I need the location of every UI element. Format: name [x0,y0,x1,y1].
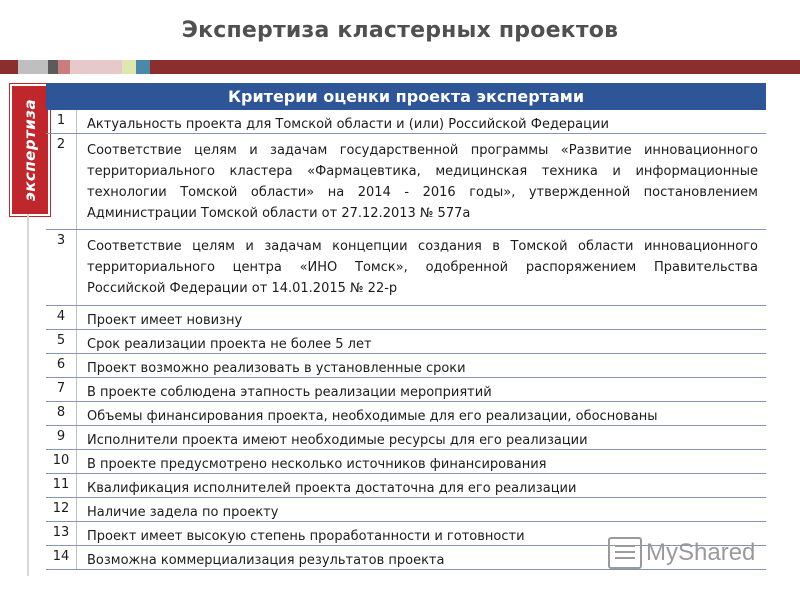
criteria-row [46,110,766,134]
criteria-text: Исполнители проекта имеют необходимые ресурсы для его реализации [87,433,588,448]
criteria-number: 9 [46,426,77,449]
criteria-row [46,230,766,306]
side-divider [27,214,29,576]
criteria-number: 8 [46,402,77,425]
criteria-text: В проекте предусмотрено несколько источников финансирования [87,457,547,472]
criteria-text: Квалификация исполнителей проекта достаточна для его реализации [87,481,577,496]
criteria-row [46,134,766,230]
stripe-segment [18,60,48,74]
stripe-segment [48,60,58,74]
watermark [608,537,755,569]
criteria-number: 1 [46,110,77,133]
criteria-row [46,330,766,354]
side-tab [10,84,50,216]
criteria-number: 7 [46,378,77,401]
presentation-icon [608,537,642,569]
decorative-stripe [0,60,800,74]
criteria-text: В проекте соблюдена этапность реализации мероприятий [87,385,492,400]
stripe-segment [136,60,150,74]
criteria-text: Объемы финансирования проекта, необходимые для его реализации, обоснованы [87,409,658,424]
stripe-segment [70,60,122,74]
criteria-text: Наличие задела по проекту [87,505,279,520]
criteria-number: 13 [46,522,77,545]
criteria-text: Возможна коммерциализация результатов проекта [87,553,445,568]
criteria-text: Проект возможно реализовать в установленные сроки [87,361,466,376]
criteria-number: 6 [46,354,77,377]
criteria-row [46,378,766,402]
criteria-rows [46,110,766,570]
criteria-row [46,474,766,498]
criteria-text: Срок реализации проекта не более 5 лет [87,337,372,352]
side-tab-label: экспертиза [21,98,39,202]
criteria-number: 11 [46,474,77,497]
criteria-number: 12 [46,498,77,521]
criteria-text: Проект имеет новизну [87,313,243,328]
criteria-number: 5 [46,330,77,353]
criteria-text: Соответствие целям и задачам концепции создания в Томской области инновационного территориального центра «ИНО Томск», одобренной распоряжением Правительства Российской Федерации от 14.01.2015 № 22-р [87,239,758,296]
criteria-row [46,450,766,474]
criteria-number: 4 [46,306,77,329]
criteria-row [46,426,766,450]
criteria-number: 10 [46,450,77,473]
criteria-table [46,83,766,570]
criteria-row [46,354,766,378]
criteria-header: Критерии оценки проекта экспертами [46,83,766,110]
criteria-row [46,306,766,330]
criteria-row [46,402,766,426]
criteria-number: 14 [46,546,77,569]
stripe-segment [150,60,800,74]
stripe-segment [122,60,136,74]
watermark-text: MyShared [646,539,756,566]
page-title: Экспертиза кластерных проектов [181,18,619,43]
criteria-text: Соответствие целям и задачам государственной программы «Развитие инновационного территориального кластера «Фармацевтика, медицинская техника и информационные технологии Томской области» на 2014 - 2016 годы», утвержденной постановлением Администрации Томской области от 27.12.2013 № 577а [87,143,758,221]
criteria-number: 2 [46,134,77,229]
stripe-segment [58,60,70,74]
criteria-text: Актуальность проекта для Томской области и (или) Российской Федерации [87,117,609,132]
criteria-number: 3 [46,230,77,305]
criteria-text: Проект имеет высокую степень проработанности и готовности [87,529,525,544]
stripe-segment [0,60,18,74]
criteria-row [46,498,766,522]
